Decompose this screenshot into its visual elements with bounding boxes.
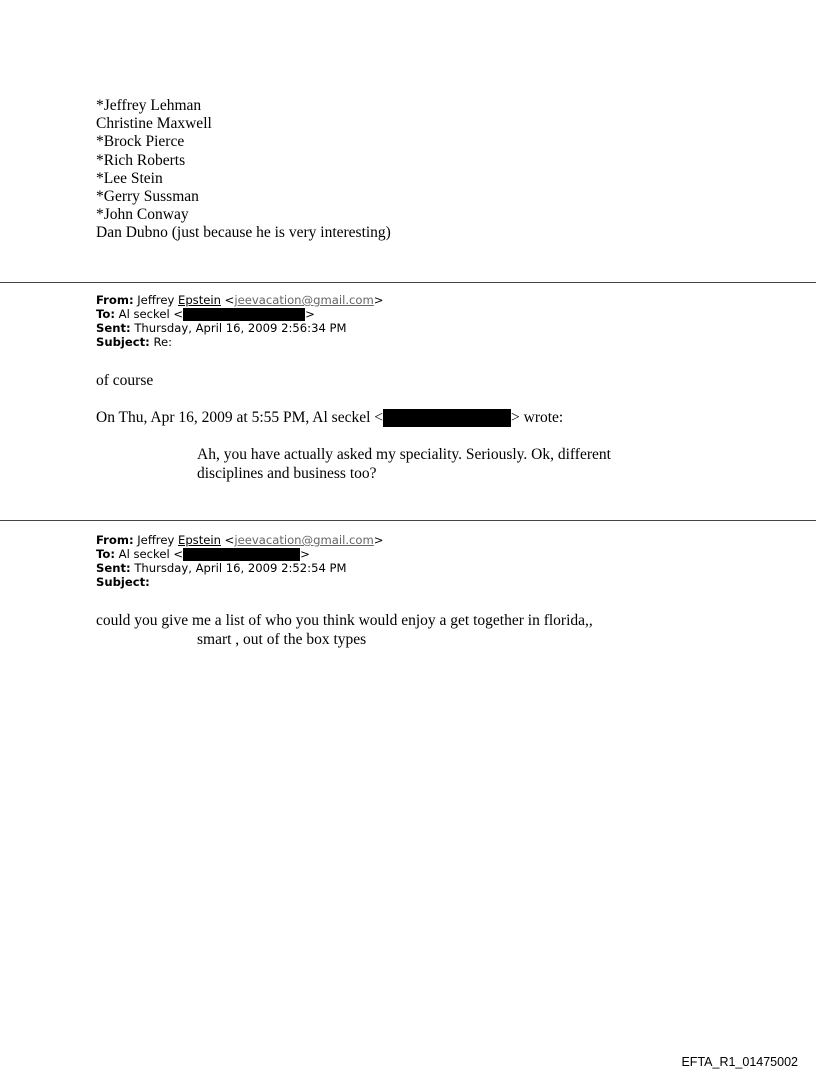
redaction-box bbox=[383, 409, 511, 427]
to-row: To: Al seckel < > bbox=[96, 307, 315, 321]
sent-label: Sent: bbox=[96, 561, 131, 575]
subject-row bbox=[96, 575, 384, 589]
sent-row bbox=[96, 561, 384, 575]
redaction-box bbox=[183, 548, 300, 561]
subject-label: Subject: bbox=[96, 575, 150, 589]
redaction-box bbox=[183, 308, 305, 321]
to-row: To: Al seckel < > bbox=[96, 547, 310, 561]
to-name: Al seckel < bbox=[118, 547, 184, 561]
quoted-line-1: Ah, you have actually asked my speciality. Seriously. Ok, different bbox=[197, 446, 611, 463]
to-label: To: bbox=[96, 547, 115, 561]
sent-row bbox=[96, 321, 384, 335]
sent-label: Sent: bbox=[96, 321, 131, 335]
from-email-link[interactable]: jeevacation@gmail.com bbox=[234, 293, 374, 307]
list-item: *Rich Roberts bbox=[96, 151, 186, 169]
from-row: From: Jeffrey Epstein <jeevacation@gmail.com> bbox=[96, 293, 384, 307]
list-item: *Gerry Sussman bbox=[96, 188, 199, 206]
separator-rule bbox=[0, 520, 816, 521]
subject-value: Re: bbox=[153, 335, 173, 349]
to-name: Al seckel < bbox=[118, 307, 184, 321]
subject-row bbox=[96, 335, 384, 349]
to-label: To: bbox=[96, 307, 115, 321]
from-row: From: Jeffrey Epstein <jeevacation@gmail.com> bbox=[96, 533, 384, 547]
from-label: From: bbox=[96, 293, 134, 307]
quoted-line-2: disciplines and business too? bbox=[197, 465, 377, 482]
email-header-2 bbox=[96, 533, 384, 589]
email-body-1: of course bbox=[96, 372, 154, 389]
names-list bbox=[96, 97, 391, 243]
list-item: *John Conway bbox=[96, 206, 189, 224]
list-item: *Brock Pierce bbox=[96, 133, 185, 151]
list-item: Christine Maxwell bbox=[96, 115, 212, 133]
quote-intro: On Thu, Apr 16, 2009 at 5:55 PM, Al seckel < > wrote: bbox=[96, 409, 564, 426]
list-item: Dan Dubno (just because he is very interesting) bbox=[96, 224, 391, 242]
from-email-link[interactable]: jeevacation@gmail.com bbox=[234, 533, 374, 547]
separator-rule bbox=[0, 282, 816, 283]
sent-value: Thursday, April 16, 2009 2:56:34 PM bbox=[134, 321, 347, 335]
email-body-2-line-1: could you give me a list of who you think would enjoy a get together in florida,, bbox=[96, 612, 593, 629]
list-item: *Lee Stein bbox=[96, 169, 163, 187]
email-header-1 bbox=[96, 293, 384, 349]
subject-label: Subject: bbox=[96, 335, 150, 349]
document-id: EFTA_R1_01475002 bbox=[681, 1055, 798, 1069]
sent-value: Thursday, April 16, 2009 2:52:54 PM bbox=[134, 561, 347, 575]
from-name: Jeffrey Epstein < bbox=[137, 533, 235, 547]
from-name: Jeffrey Epstein < bbox=[137, 293, 235, 307]
from-label: From: bbox=[96, 533, 134, 547]
list-item: *Jeffrey Lehman bbox=[96, 97, 202, 114]
email-body-2-line-2: smart , out of the box types bbox=[197, 631, 367, 648]
